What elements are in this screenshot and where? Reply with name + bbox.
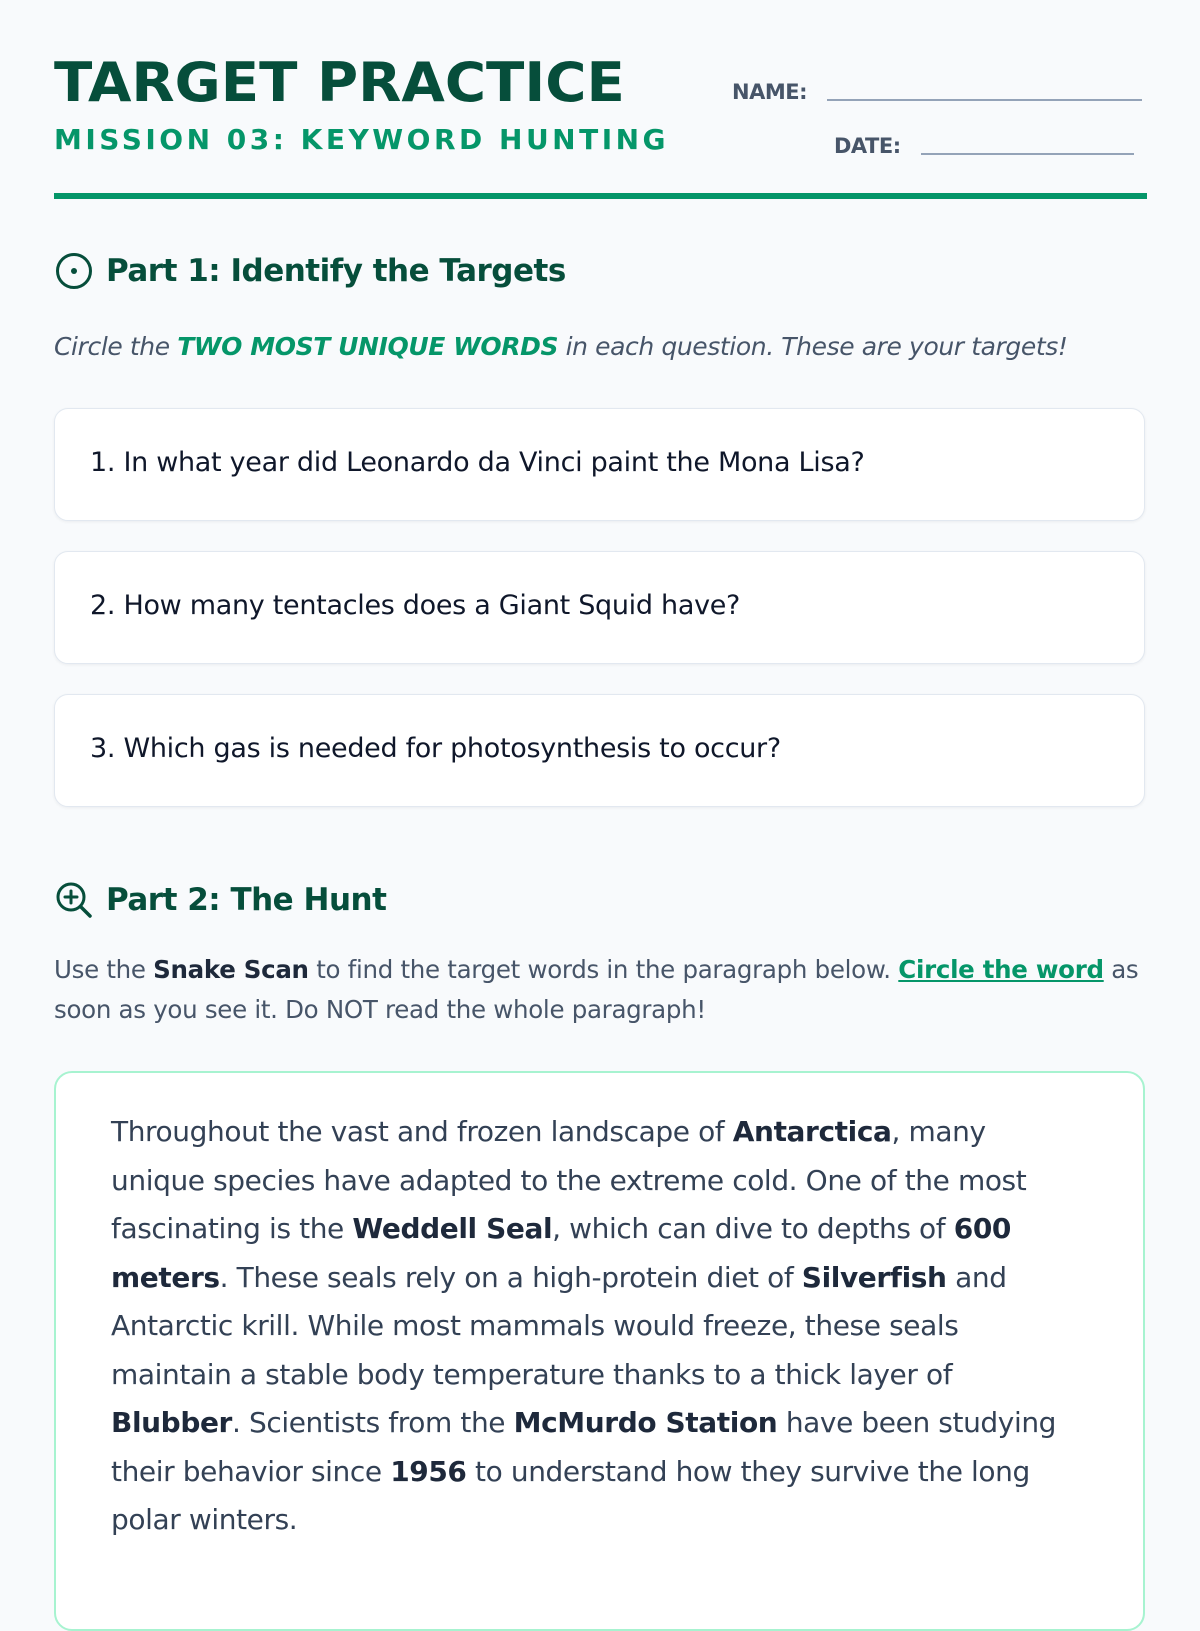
circle-the-word-emphasis: Circle the word <box>898 955 1104 984</box>
passage-text[interactable] <box>111 1108 1071 1545</box>
passage-segment: and Antarctic krill. While most mammals would freeze, these seals maintain a stable body temperature thanks to a thick layer of <box>111 1260 1007 1391</box>
name-field <box>732 80 1142 104</box>
part1-instruction <box>54 332 1068 361</box>
question-text[interactable]: 1. In what year did Leonardo da Vinci paint the Mona Lisa? <box>90 447 865 478</box>
part2-instruction-text: to find the target words in the paragraph below. <box>308 955 899 984</box>
date-blank-line[interactable] <box>921 153 1134 155</box>
question-text[interactable]: 3. Which gas is needed for photosynthesis to occur? <box>90 733 781 764</box>
question-card-3[interactable] <box>54 694 1145 807</box>
target-icon <box>54 251 94 291</box>
date-field <box>834 134 1134 158</box>
magnifier-plus-icon <box>54 880 94 920</box>
worksheet <box>54 0 1147 1536</box>
date-label: DATE: <box>834 134 901 158</box>
part1-heading <box>54 251 566 291</box>
page-subtitle: MISSION 03: KEYWORD HUNTING <box>54 123 670 156</box>
part2-instruction-text: as soon as you see it. Do NOT read the whole paragraph! <box>54 955 1139 1024</box>
keyword[interactable]: Silverfish <box>801 1260 947 1294</box>
name-blank-line[interactable] <box>827 99 1142 101</box>
part1-instruction-emphasis: TWO MOST UNIQUE WORDS <box>177 332 559 361</box>
header-divider <box>54 193 1147 199</box>
name-label: NAME: <box>732 80 807 104</box>
keyword[interactable]: 1956 <box>390 1454 467 1488</box>
worksheet-header <box>54 0 1147 200</box>
passage-segment: . These seals rely on a high-protein diet of <box>219 1260 802 1294</box>
page-title: TARGET PRACTICE <box>54 51 625 114</box>
keyword[interactable]: Antarctica <box>732 1115 892 1148</box>
question-card-1[interactable] <box>54 408 1145 521</box>
part2-instruction <box>54 950 1147 1030</box>
passage-segment: . Scientists from the <box>231 1406 514 1439</box>
part2-heading <box>54 880 386 920</box>
keyword[interactable]: McMurdo Station <box>513 1406 778 1439</box>
passage-segment: , which can dive to depths of <box>552 1212 954 1245</box>
part2-instruction-text: Use the <box>54 955 154 984</box>
question-card-2[interactable] <box>54 551 1145 664</box>
part1-instruction-pre: Circle the <box>54 332 178 361</box>
part2-title: Part 2: The Hunt <box>106 882 387 918</box>
keyword[interactable]: Blubber <box>111 1406 232 1439</box>
part1-title: Part 1: Identify the Targets <box>106 253 566 289</box>
keyword[interactable]: 600 meters <box>111 1212 1011 1294</box>
passage-segment: , many unique species have adapted to the extreme cold. One of the most fascinating is the <box>111 1115 1027 1245</box>
keyword[interactable]: Weddell Seal <box>352 1212 553 1245</box>
passage-segment: Throughout the vast and frozen landscape of <box>111 1115 733 1148</box>
reading-passage <box>54 1071 1145 1631</box>
part1-instruction-post: in each question. These are your targets! <box>558 332 1068 361</box>
question-text[interactable]: 2. How many tentacles does a Giant Squid have? <box>90 590 741 621</box>
passage-segment: to understand how they survive the long polar winters. <box>111 1454 1030 1536</box>
snake-scan-term: Snake Scan <box>153 955 309 984</box>
passage-segment: have been studying their behavior since <box>111 1406 1057 1488</box>
